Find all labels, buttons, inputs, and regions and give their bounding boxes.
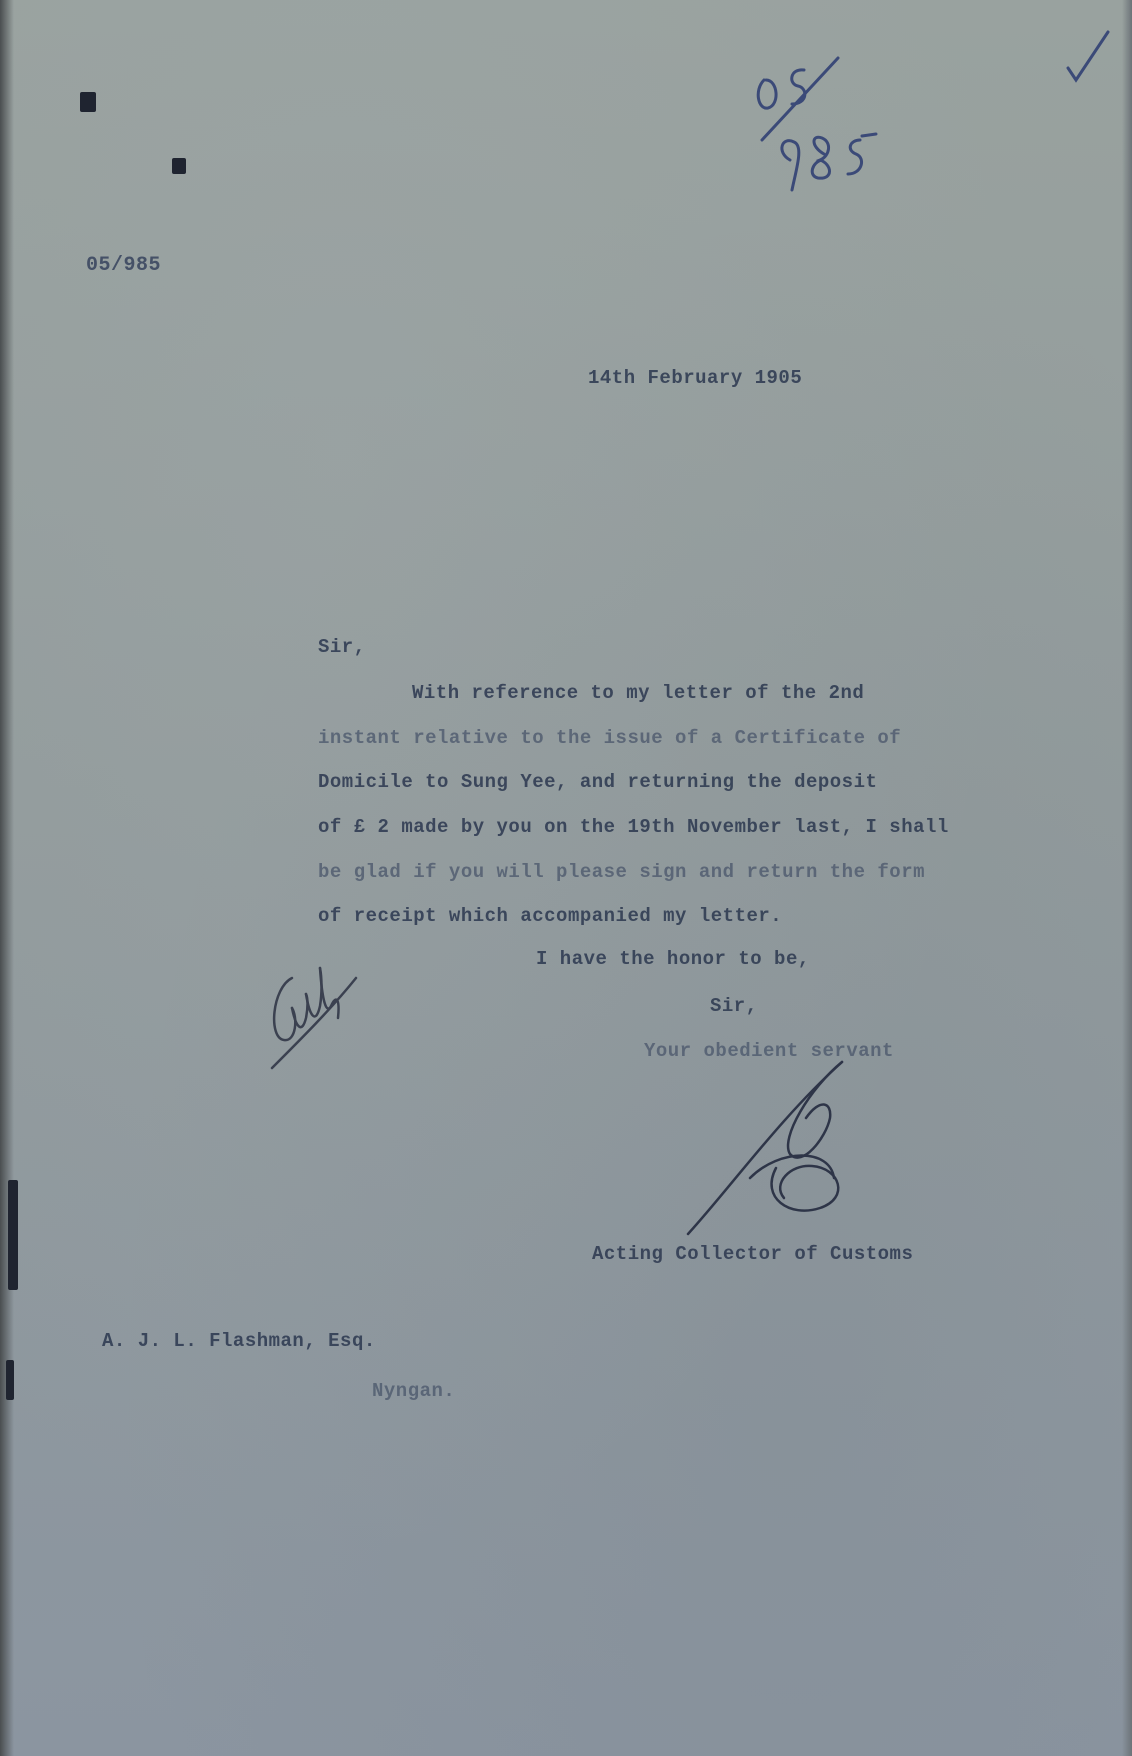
binding-mark (80, 92, 96, 112)
page-edge-left (0, 0, 14, 1756)
body-line: instant relative to the issue of a Certificate of (318, 727, 902, 749)
recipient-place: Nyngan. (372, 1380, 456, 1402)
body-line: With reference to my letter of the 2nd (412, 682, 865, 704)
signoff-title: Acting Collector of Customs (592, 1243, 914, 1265)
tick-icon (1064, 28, 1114, 88)
binding-mark (172, 158, 186, 174)
recipient-name: A. J. L. Flashman, Esq. (102, 1330, 376, 1352)
reference-number: 05/985 (86, 254, 162, 277)
binding-mark (8, 1180, 18, 1290)
closing-line: Sir, (710, 995, 758, 1017)
signature (680, 1058, 880, 1238)
closing-line: I have the honor to be, (536, 948, 810, 970)
page-edge-right (1122, 0, 1132, 1756)
body-line: Domicile to Sung Yee, and returning the deposit (318, 771, 878, 793)
handwritten-reference (752, 50, 902, 210)
body-line: be glad if you will please sign and return the form (318, 861, 925, 883)
salutation: Sir, (318, 636, 366, 658)
binding-mark (6, 1360, 14, 1400)
letter-date: 14th February 1905 (588, 367, 803, 389)
closing-line: Your obedient servant (644, 1040, 894, 1062)
handwritten-initials (262, 958, 362, 1078)
body-line: of £ 2 made by you on the 19th November last, I shall (318, 816, 949, 838)
body-line: of receipt which accompanied my letter. (318, 905, 783, 927)
